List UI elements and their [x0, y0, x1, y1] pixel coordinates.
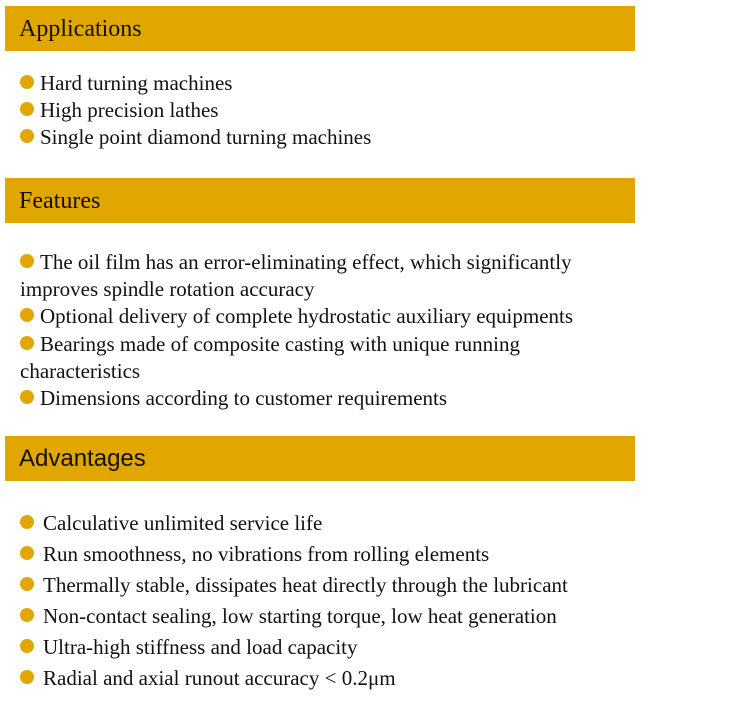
features-header: [5, 178, 635, 223]
features-list: [20, 249, 640, 412]
advantages-header: [5, 436, 635, 481]
bullet-icon: [20, 390, 34, 404]
list-item: Calculative unlimited service life: [20, 510, 640, 541]
applications-title: Applications: [19, 15, 142, 42]
bullet-icon: [20, 639, 34, 653]
bullet-icon: [20, 577, 34, 591]
bullet-icon: [20, 608, 34, 622]
list-item: Ultra-high stiffness and load capacity: [20, 634, 640, 665]
applications-header: [5, 6, 635, 51]
list-item: High precision lathes: [20, 97, 640, 124]
list-item: Single point diamond turning machines: [20, 124, 640, 151]
bullet-icon: [20, 129, 34, 143]
list-item: Bearings made of composite casting with unique running characteristics: [20, 331, 520, 383]
list-item: Optional delivery of complete hydrostatic auxiliary equipments: [20, 303, 640, 330]
list-item: Run smoothness, no vibrations from rolling elements: [20, 541, 640, 572]
bullet-icon: [20, 515, 34, 529]
list-item: Thermally stable, dissipates heat directly through the lubricant: [20, 572, 640, 603]
list-item: Dimensions according to customer requirements: [20, 385, 640, 412]
bullet-icon: [20, 670, 34, 684]
list-item: The oil film has an error-eliminating effect, which significantly improves spindle rotation accuracy: [20, 250, 572, 302]
list-item: Non-contact sealing, low starting torque, low heat generation: [20, 603, 640, 634]
bullet-icon: [20, 308, 34, 322]
list-item: Radial and axial runout accuracy < 0.2μm: [20, 665, 640, 696]
bullet-icon: [20, 102, 34, 116]
features-title: Features: [19, 187, 101, 214]
bullet-icon: [20, 546, 34, 560]
advantages-title: Advantages: [19, 444, 146, 472]
applications-list: [20, 70, 640, 151]
list-item: Hard turning machines: [20, 70, 640, 97]
bullet-icon: [20, 254, 34, 268]
bullet-icon: [20, 75, 34, 89]
advantages-list: [20, 510, 640, 696]
bullet-icon: [20, 336, 34, 350]
